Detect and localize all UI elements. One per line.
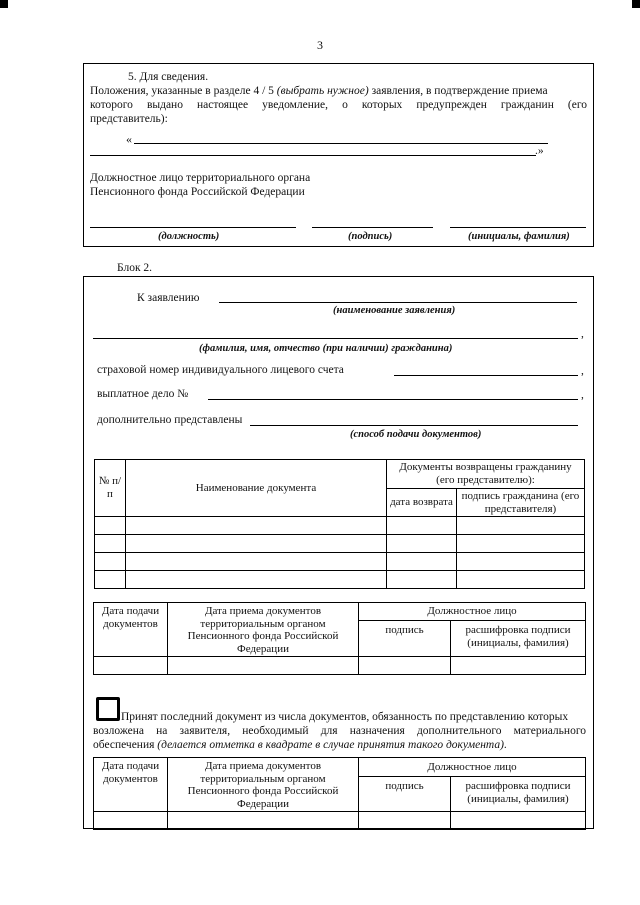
table-row <box>95 553 585 571</box>
header-accept-date: Дата приема документов территориальным органом Пенсионного фонда Российской Федерации <box>168 603 359 657</box>
scan-corner-mark-right <box>632 0 640 8</box>
header-return-date: дата возврата <box>387 489 457 517</box>
payment-case-comma: , <box>581 389 584 401</box>
block2-title: Блок 2. <box>117 262 153 274</box>
last-doc-line1: Принят последний документ из числа документов, обязанность по представлению которых <box>121 711 569 723</box>
to-application-label: К заявлению <box>137 292 200 304</box>
application-name-line <box>219 302 577 303</box>
additional-line <box>250 425 578 426</box>
quote-open: « <box>126 132 132 146</box>
initials-line <box>450 227 586 228</box>
header-submit-date: Дата подачи документов <box>94 603 168 657</box>
caption-position: (должность) <box>158 231 220 242</box>
statement-line-1 <box>134 143 548 144</box>
snils-line <box>394 375 578 376</box>
scan-corner-mark-left <box>0 0 8 8</box>
last-doc-line2: возложена на заявителя, необходимый для назначения дополнительного материального <box>93 725 586 737</box>
section5-box <box>83 63 594 247</box>
header-decode: расшифровка подписи (инициалы, фамилия) <box>451 621 586 656</box>
fio-comma: , <box>581 328 584 340</box>
caption-submission: (способ подачи документов) <box>350 429 482 440</box>
statement-line-2 <box>90 155 536 156</box>
snils-label: страховой номер индивидуального лицевого счета <box>97 364 344 376</box>
header-citizen-signature: подпись гражданина (его представителя) <box>457 489 585 517</box>
choose-needed-note: (выбрать нужное) <box>276 85 369 97</box>
header-doc-name: Наименование документа <box>126 460 387 517</box>
caption-signature: (подпись) <box>348 231 393 242</box>
signature-line <box>312 227 433 228</box>
header-decode: расшифровка подписи (инициалы, фамилия) <box>451 777 586 811</box>
caption-fio: (фамилия, имя, отчество (при наличии) гражданина) <box>199 343 453 354</box>
receipt-table-2 <box>93 757 586 830</box>
official-line2: Пенсионного фонда Российской Федерации <box>90 186 305 198</box>
payment-case-label: выплатное дело № <box>97 388 189 400</box>
header-returned: Документы возвращены гражданину (его представителю): <box>387 460 585 489</box>
caption-initials: (инициалы, фамилия) <box>468 231 570 242</box>
position-line <box>90 227 296 228</box>
header-official: Должностное лицо <box>359 603 586 621</box>
section5-line3: представитель): <box>90 113 168 125</box>
page-number: 3 <box>317 38 323 52</box>
additional-label: дополнительно представлены <box>97 414 243 426</box>
header-accept-date: Дата приема документов территориальным органом Пенсионного фонда Российской Федерации <box>168 758 359 812</box>
table-row <box>95 535 585 553</box>
section5-line1: Положения, указанные в разделе 4 / 5 (выбрать нужное) заявления, в подтверждение приема <box>90 85 548 97</box>
payment-case-line <box>208 399 578 400</box>
header-official: Должностное лицо <box>359 758 586 777</box>
header-number: № п/п <box>95 460 126 517</box>
table-row <box>95 517 585 535</box>
header-sign: подпись <box>359 777 451 811</box>
last-doc-line3: обеспечения (делается отметка в квадрате в случае принятия такого документа). <box>93 739 507 751</box>
table-row <box>94 656 586 674</box>
section5-line2: которого выдано настоящее уведомление, о которых предупрежден гражданин (его <box>90 99 587 111</box>
fio-line <box>93 338 578 339</box>
table-row <box>94 811 586 829</box>
receipt-table-1 <box>93 602 586 675</box>
official-line1: Должностное лицо территориального органа <box>90 172 311 184</box>
header-sign: подпись <box>359 621 451 656</box>
snils-comma: , <box>581 365 584 377</box>
last-document-checkbox[interactable] <box>96 697 120 721</box>
table-row <box>95 571 585 589</box>
documents-table <box>94 459 585 589</box>
header-submit-date: Дата подачи документов <box>94 758 168 812</box>
section5-heading: 5. Для сведения. <box>128 71 209 83</box>
quote-close: .» <box>535 145 544 157</box>
caption-application-name: (наименование заявления) <box>333 305 456 316</box>
